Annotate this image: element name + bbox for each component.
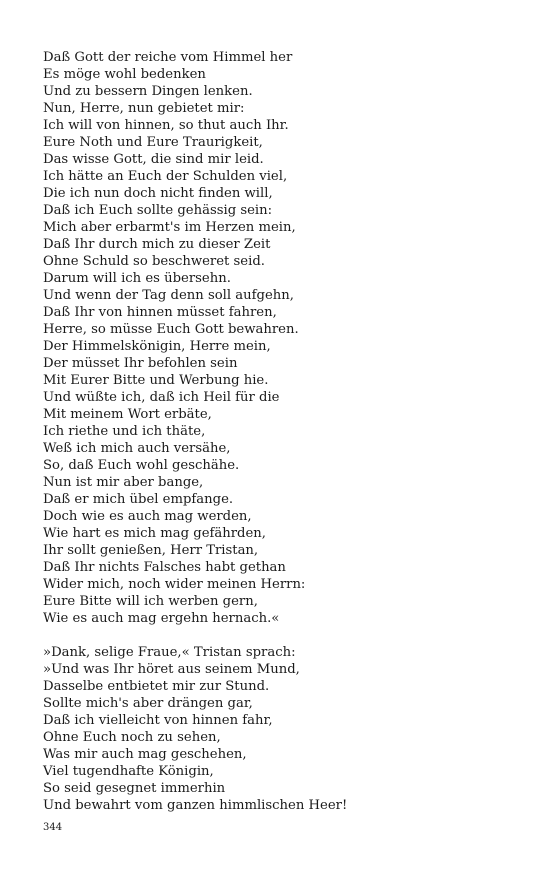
verse-line: Und zu bessern Dingen lenken. <box>43 84 253 99</box>
verse-line: Ihr sollt genießen, Herr Tristan, <box>43 543 259 558</box>
verse-line: Was mir auch mag geschehen, <box>43 747 247 762</box>
verse-line: Doch wie es auch mag werden, <box>43 509 252 524</box>
stanza <box>43 49 523 627</box>
verse-line: Dasselbe entbietet mir zur Stund. <box>43 679 270 694</box>
verse-line: Es möge wohl bedenken <box>43 67 206 82</box>
verse-line: Daß ich vielleicht von hinnen fahr, <box>43 713 273 728</box>
verse-line: Daß Ihr von hinnen müsset fahren, <box>43 305 277 320</box>
verse-line: Nun ist mir aber bange, <box>43 475 204 490</box>
verse-line: Viel tugendhafte Königin, <box>43 764 214 779</box>
verse-line: Weß ich mich auch versähe, <box>43 441 231 456</box>
verse-line: »Dank, selige Fraue,« Tristan sprach: <box>43 645 296 660</box>
verse-line: Und wüßte ich, daß ich Heil für die <box>43 390 280 405</box>
verse-line: Herre, so müsse Euch Gott bewahren. <box>43 322 299 337</box>
verse-line: Eure Noth und Eure Traurigkeit, <box>43 135 263 150</box>
verse-line: Der Himmelskönigin, Herre mein, <box>43 339 271 354</box>
verse-line: Daß Gott der reiche vom Himmel her <box>43 50 293 65</box>
verse-line: Das wisse Gott, die sind mir leid. <box>43 152 264 167</box>
verse-line: Daß Ihr nichts Falsches habt gethan <box>43 560 286 575</box>
verse-line: Wie hart es mich mag gefährden, <box>43 526 266 541</box>
verse-line: Der müsset Ihr befohlen sein <box>43 356 238 371</box>
verse-line: Ich hätte an Euch der Schulden viel, <box>43 169 288 184</box>
verse-line: Die ich nun doch nicht finden will, <box>43 186 273 201</box>
verse-line: Daß ich Euch sollte gehässig sein: <box>43 203 273 218</box>
verse-line: Ich will von hinnen, so thut auch Ihr. <box>43 118 289 133</box>
verse-line: Nun, Herre, nun gebietet mir: <box>43 101 245 116</box>
verse-line: Mit Eurer Bitte und Werbung hie. <box>43 373 269 388</box>
verse-line: So, daß Euch wohl geschähe. <box>43 458 240 473</box>
verse-line: Ich riethe und ich thäte, <box>43 424 206 439</box>
verse-line: Wider mich, noch wider meinen Herrn: <box>43 577 306 592</box>
verse-line: Eure Bitte will ich werben gern, <box>43 594 258 609</box>
verse-line: So seid gesegnet immerhin <box>43 781 226 796</box>
verse-line: »Und was Ihr höret aus seinem Mund, <box>43 662 300 677</box>
verse-line: Wie es auch mag ergehn hernach.« <box>43 611 280 626</box>
verse-line: Darum will ich es übersehn. <box>43 271 231 286</box>
verse-line: Und bewahrt vom ganzen himmlischen Heer! <box>43 798 348 813</box>
verse-line: Und wenn der Tag denn soll aufgehn, <box>43 288 294 303</box>
verse-line: Daß Ihr durch mich zu dieser Zeit <box>43 237 271 252</box>
verse-line: Ohne Schuld so beschweret seid. <box>43 254 265 269</box>
stanza <box>43 644 523 814</box>
verse-line: Mit meinem Wort erbäte, <box>43 407 212 422</box>
poem-text <box>43 49 523 814</box>
verse-line: Daß er mich übel empfange. <box>43 492 234 507</box>
page-number: 344 <box>43 822 63 833</box>
verse-line: Ohne Euch noch zu sehen, <box>43 730 221 745</box>
verse-line: Sollte mich's aber drängen gar, <box>43 696 253 711</box>
verse-line: Mich aber erbarmt's im Herzen mein, <box>43 220 296 235</box>
